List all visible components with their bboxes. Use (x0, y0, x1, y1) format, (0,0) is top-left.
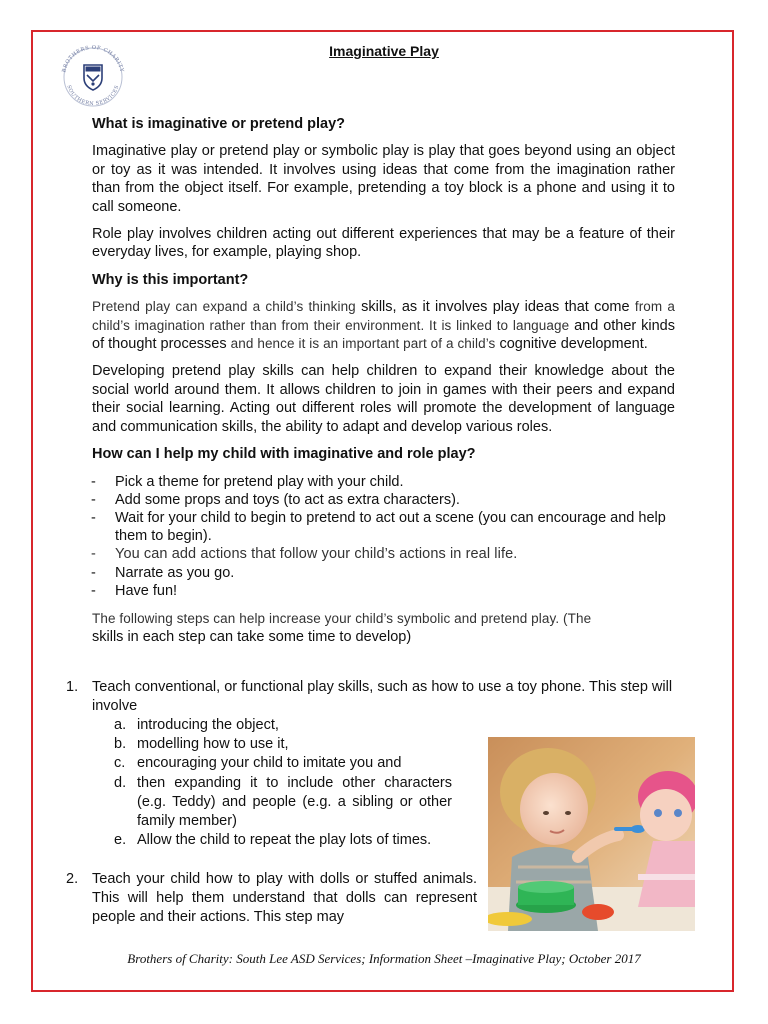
list-item: - Add some props and toys (to act as extra characters). (68, 491, 675, 509)
what-paragraph-2: Role play involves children acting out different experiences that may be a feature of their everyday lives, for example, playing shop. (92, 226, 675, 261)
list-item: - Wait for your child to begin to pretend to act out a scene (you can encourage and help them to begin). (68, 509, 675, 545)
main-content (92, 115, 675, 647)
heading-how: How can I help my child with imaginative and role play? (92, 446, 476, 463)
steps-intro (92, 610, 675, 647)
substep-letter: d. (114, 774, 127, 791)
list-item: - Pick a theme for pretend play with your child. (68, 473, 675, 491)
heading-what: What is imaginative or pretend play? (92, 116, 345, 132)
step-number: 2. (66, 871, 79, 888)
list-item: - You can add actions that follow your child’s actions in real life. (68, 545, 675, 563)
why-p1-part-a: Pretend play can expand a child’s thinking (92, 299, 356, 315)
heading-why: Why is this important? (92, 271, 249, 288)
substep-letter: b. (114, 736, 127, 753)
substep-text: introducing the object, (137, 717, 279, 733)
step-number: 1. (66, 679, 79, 695)
what-paragraph-1: Imaginative play or pretend play or symbolic play is play that goes beyond using an object or toy as it was intended. It involves using ideas that come from the imagination rather than from the object itself. For example, pretending a toy block is a phone and using it to call someone. (92, 143, 675, 215)
step-text: Teach conventional, or functional play skills, such as how to use a toy phone. This step will involve (92, 679, 673, 714)
why-p1-part-d: and other kinds of thought processes (92, 317, 675, 353)
list-item: - Narrate as you go. (68, 564, 675, 582)
why-p1-part-c: from a child’s imagination rather than from their environment. It is linked to language (92, 299, 675, 333)
steps-intro-a: The following steps can help increase your child’s symbolic and pretend play. (The (92, 610, 592, 626)
page-title: Imaginative Play (329, 43, 439, 59)
substep-text: then expanding it to include other characters (e.g. Teddy) and people (e.g. a sibling or other family member) (137, 774, 452, 830)
steps-intro-b: skills in each step can take some time to develop) (92, 629, 412, 646)
substep-text: Allow the child to repeat the play lots of times. (137, 832, 432, 849)
why-paragraph-2: Developing pretend play skills can help children to expand their knowledge about the social world around them. It allows children to join in games with their peers and expand their social learning. Acting out different roles will promote the development of language and communication skills, the ability to adapt and develop various roles. (92, 363, 675, 435)
list-item (66, 716, 686, 735)
substep-text: modelling how to use it, (137, 736, 289, 753)
why-p1-part-e: and hence it is an important part of a child’s (230, 336, 496, 352)
tips-list (68, 473, 675, 600)
list-item: - Have fun! (68, 582, 675, 600)
svg-text:SOUTHERN SERVICES: SOUTHERN SERVICES (65, 84, 121, 107)
substep-text: encouraging your child to imitate you and (137, 755, 402, 772)
page-footer: Brothers of Charity: South Lee ASD Services; Information Sheet –Imaginative Play; October 2017 (127, 951, 641, 966)
substep-letter: c. (114, 755, 126, 772)
svg-text:BROTHERS OF CHARITY: BROTHERS OF CHARITY (61, 45, 125, 74)
substep-letter: a. (114, 717, 127, 733)
child-feeding-doll-photo (488, 737, 695, 931)
step-text: Teach your child how to play with dolls or stuffed animals. This will help them understand that dolls can represent people and their actions. This step may (92, 871, 477, 926)
substep-letter: e. (114, 832, 127, 849)
why-p1-part-f: cognitive development. (495, 336, 648, 353)
why-paragraph-1 (92, 298, 675, 353)
why-p1-part-b: skills, as it involves play ideas that come (355, 299, 635, 316)
